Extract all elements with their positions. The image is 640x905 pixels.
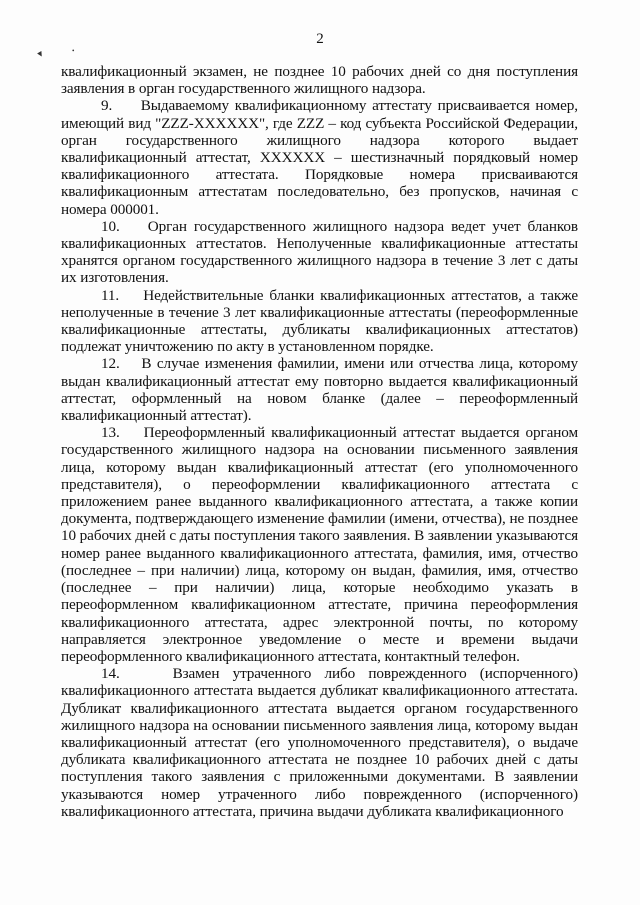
document-body [61,63,578,820]
paragraph-continuation: квалификационный экзамен, не позднее 10 рабочих дней со дня поступления заявления в орган государственного жилищного надзора. [61,63,578,98]
scan-artifact-dot: • [72,47,75,55]
paragraph-10: 10. Орган государственного жилищного надзора ведет учет бланков квалификационных аттестатов. Неполученные квалификационные аттестаты хранятся органом государственного жилищного надзора в течение 3 лет с даты их изготовления. [61,217,578,287]
paragraph-12: 12. В случае изменения фамилии, имени или отчества лица, которому выдан квалификационный аттестат ему повторно выдается квалификационный аттестат, оформленный на новом бланке (далее – переоформленный квалификационный аттестат). [61,355,578,425]
paragraph-13: 13. Переоформленный квалификационный аттестат выдается органом государственного жилищного надзора на основании письменного заявления лица, которому выдан квалификационный аттестат (его уполномоченного представителя), о переоформлении квалификационного аттестата с приложением ранее выданного квалификационного аттестата, а также копии документа, подтверждающего изменение фамилии (имени, отчества), не позднее 10 рабочих дней с даты поступления такого заявления. В заявлении указываются номер ранее выданного квалификационного аттестата, фамилия, имя, отчество (последнее – при наличии) лица, которому он выдан, фамилия, имя, отчество (последнее – при наличии) лица, которые необходимо указать в переоформленном квалификационном аттестате, причина переоформления квалификационного аттестата, адрес электронной почты, по которому направляется электронное уведомление о месте и времени выдачи переоформленного квалификационного аттестата, контактный телефон. [61,424,579,665]
paragraph-11: 11. Недействительные бланки квалификационных аттестатов, а также неполученные в течение 3 лет квалификационные аттестаты (переоформленные квалификационные аттестаты, дубликаты квалификационных аттестатов) подлежат уничтожению по акту в установленном порядке. [61,286,578,356]
page-number: 2 [316,31,324,47]
paragraph-14: 14. Взамен утраченного либо поврежденного (испорченного) квалификационного аттестата выдается дубликат квалификационного аттестата. Дубликат квалификационного аттестата выдается органом государственного жилищного надзора на основании письменного заявления лица, которому выдан квалификационный аттестат (его уполномоченного представителя), о выдаче дубликата квалификационного аттестата не позднее 10 рабочих дней с даты поступления такого заявления с приложенными документами. В заявлении указываются номер утраченного либо поврежденного (испорченного) квалификационного аттестата, причина выдачи дубликата квалификационного [61,665,578,820]
scan-artifact-mark: ▾ [35,48,46,61]
paragraph-9: 9. Выдаваемому квалификационному аттестату присваивается номер, имеющий вид "ZZZ-XXXXXX", где ZZZ – код субъекта Российской Федерации, орган государственного жилищного надзора которого выдает квалификационный аттестат, XXXXXX – шестизначный порядковый номер квалификационного аттестата. Порядковые номера присваиваются квалификационным аттестатам последовательно, без пропусков, начиная с номера 000001. [61,97,578,218]
